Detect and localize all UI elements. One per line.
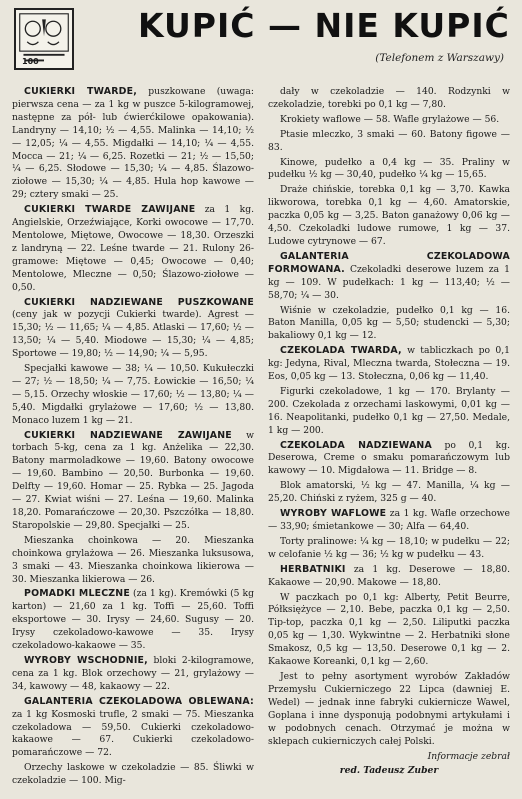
paragraph-text: Blok amatorski, ½ kg — 47. Manilla, ¼ kg — 25,20. Chiński z ryżem, 325 g — 40. <box>268 480 510 505</box>
paragraph-text: za 1 kg Kosmoski trufle, 2 smaki — 75. Mieszanka czekoladowa — 59,50. Cukierki czekoladowo-kakaowe — 67. Cukierki czekoladowo-pomarańczowe — 72. <box>12 708 254 759</box>
section-heading: GALANTERIA CZEKOLADOWA FORMOWANA. <box>268 250 510 275</box>
paragraph <box>268 440 510 479</box>
paragraph-text: za 1 kg. Wafle orzechowe — 33,90; śmietankowe — 30; Alfa — 64,40. <box>268 508 510 532</box>
column-left <box>12 86 254 793</box>
paragraph <box>268 114 510 127</box>
paragraph <box>268 345 510 384</box>
paragraph <box>12 696 254 761</box>
paragraph <box>268 305 510 344</box>
signature-author: red. Tadeusz Zuber <box>339 765 439 777</box>
section-heading: POMADKI MLECZNE <box>24 588 130 600</box>
paragraph <box>268 564 510 590</box>
article-columns <box>12 86 510 793</box>
paragraph <box>268 480 510 506</box>
paragraph-text: bloki 2-kilogramowe, cena za 1 kg. Blok orzechowy — 21, grylażowy — 34, kawowy — 48, kakaowy — 22. <box>12 654 254 692</box>
paragraph-text: Ptasie mleczko, 3 smaki — 60. Batony figowe — 83. <box>268 128 510 153</box>
paragraph-text: za 1 kg. Angielskie, Orzeźwiające, Korki owocowe — 17,70. Mentolowe, Miętowe, Owocowe — 18,30. Orzeszki z landryną — 22. Leśne twarde — 21. Rulony 26-gramowe: Miętowe — 0,45; Owocowe — 0,40; Mentolowe, Mleczne — 0,50; Ślazowo-ziołowe — 0,50. <box>12 204 254 293</box>
column-right-paragraphs <box>268 86 510 748</box>
paragraph-text: dały w czekoladzie — 140. Rodzynki w czekoladzie, torebki po 0,1 kg — 7,80. <box>268 86 510 110</box>
paragraph-text: Torty pralinowe: ¼ kg — 18,10; w pudełku — 22; w celofanie ½ kg — 36; ½ kg w pudełku — 43. <box>268 535 510 560</box>
paragraph-text: Jest to pełny asortyment wyrobów Zakładów Przemysłu Cukierniczego 22 Lipca (dawniej E. Wedel) — jednak inne fabryki cukiernicze Wawel, Goplana i inne dysponują podobnymi artykułami i w podobnych cenach. Otrzymać je można w sklepach cukierniczych całej Polski. <box>268 670 510 747</box>
section-heading: CUKIERKI TWARDE, <box>24 86 137 97</box>
paragraph-text: Kinowe, pudełko a 0,4 kg — 35. Praliny w pudełku ½ kg — 30,40, pudełko ¼ kg — 15,65. <box>268 156 510 181</box>
paragraph-text: Orzechy laskowe w czekoladzie — 85. Śliwki w czekoladzie — 100. Mig- <box>12 762 254 787</box>
paragraph <box>12 297 254 362</box>
page-subtitle: (Telefonem z Warszawy) <box>375 52 504 64</box>
paragraph <box>268 508 510 534</box>
paragraph-text: Wiśnie w czekoladzie, pudełko 0,1 kg — 16. Baton Manilla, 0,05 kg — 5,50; studencki — 5,30; bakaliowy 0,1 kg — 12. <box>268 304 510 342</box>
paragraph-text: Draże chińskie, torebka 0,1 kg — 3,70. Kawka likworowa, torebka 0,1 kg — 4,60. Amatorskie, paczka 0,05 kg — 3,25. Baton ganażowy 0,06 kg — 4,50. Czekoladki ludowe rumowe, 1 kg — 37. Ludowe cytrynowe — 67. <box>268 184 510 247</box>
section-heading: CUKIERKI NADZIEWANE ZAWIJANE <box>24 429 232 441</box>
column-right <box>268 86 510 793</box>
paragraph-text: Mieszanka choinkowa — 20. Mieszanka choinkowa grylażowa — 26. Mieszanka luksusowa, 3 smaki — 43. Mieszanka choinkowa likierowa — 30. Mieszanka likierowa — 26. <box>12 534 254 585</box>
paragraph-text: (ceny jak w pozycji Cukierki twarde). Agrest — 15,30; ½ — 11,65; ¼ — 4,85. Atlaski — 17,60; ½ — 13,50; ¼ — 5,40. Miodowe — 15,30; ¼ — 4,85; Sportowe — 19,80; ½ — 14,90; ¼ — 5,95. <box>12 309 254 360</box>
section-heading: WYROBY WAFLOWE <box>280 508 387 520</box>
paragraph-text: Krokiety waflowe — 58. Wafle grylażowe — 56. <box>280 113 500 125</box>
paragraph <box>268 386 510 438</box>
paragraph-text: po 0,1 kg. Deserowa, Creme o smaku pomarańczowym lub kawowy — 10. Migdałowa — 11. Bridge — 8. <box>268 439 510 477</box>
paragraph <box>12 655 254 694</box>
paragraph <box>268 157 510 183</box>
paragraph <box>12 204 254 294</box>
section-heading: CUKIERKI TWARDE ZAWIJANE <box>24 204 196 216</box>
paragraph-text: W paczkach po 0,1 kg: Alberty, Petit Beurre, Półksiężyce — 2,10. Bebe, paczka 0,1 kg — 2,50. Tip-top, paczka 0,1 kg — 2,50. Liliputki paczka 0,05 kg — 1,30. Wykwintne — 2. Herbatniki słone Smakosz, 0,5 kg — 13,50. Deserowe 0,1 kg — 2. Kakaowe Koreanki, 0,1 kg — 2,60. <box>268 591 510 668</box>
paragraph-text: Czekoladki deserowe luzem za 1 kg — 109. W pudełkach: 1 kg — 113,40; ½ — 58,70; ¼ — 30. <box>268 263 510 301</box>
paragraph <box>12 86 254 202</box>
paragraph <box>12 588 254 653</box>
paragraph-text: w torbach 5-kg, cena za 1 kg. Anżelika — 22,30. Batony marmoladkowe — 19,60. Batony owocowe — 19,60. Bambino — 20,50. Burbonka — 19,60. Delfty — 19,60. Homar — 25. Rybka — 25. Jagoda — 27. Kwiat wiśni — 27. Leśna — 19,60. Malinka 18,20. Pomarańczowe — 20,30. Pszczółka — 18,80. Staropolskie — 29,80. Specjałki — 25. <box>12 429 254 531</box>
paragraph <box>268 184 510 249</box>
section-heading: CUKIERKI NADZIEWANE PUSZKOWANE <box>24 296 254 308</box>
paragraph <box>268 251 510 303</box>
paragraph-text: w tabliczkach po 0,1 kg: Jedyna, Rival, Mleczna twarda, Stołeczna — 19. Eos, 0,05 kg — 13. Stołeczna, 0,06 kg — 11,40. <box>268 345 510 383</box>
logo-number: 100 <box>22 57 39 66</box>
section-heading: CZEKOLADA NADZIEWANA <box>280 439 432 451</box>
paragraph <box>268 129 510 155</box>
paragraph <box>12 430 254 533</box>
paragraph <box>12 762 254 788</box>
paragraph-text: za 1 kg. Deserowe — 18,80. Kakaowe — 20,90. Makowe — 18,80. <box>268 563 510 588</box>
section-heading: CZEKOLADA TWARDA, <box>280 345 402 357</box>
paragraph <box>268 536 510 562</box>
paragraph <box>268 592 510 669</box>
paragraph <box>12 535 254 587</box>
section-heading: WYROBY WSCHODNIE, <box>24 654 148 666</box>
paragraph-text: Figurki czekoladowe, 1 kg — 170. Brylanty — 200. Czekolada z orzechami laskowymi, 0,01 kg — 16. Neapolitanki, pudełko 0,1 kg — 27,50. Medale, 1 kg — 200. <box>268 385 510 436</box>
paragraph-text: puszkowane (uwaga: pierwsza cena — za 1 kg w puszce 5-kilogramowej, następne za pół- lub ćwierćkilowe opakowania). Landryny — 14,10; ½ — 4,55. Malinka — 14,10; ½ — 12,05; ¼ — 4,55. Migdałki — 14,10; ¼ — 4,55. Mocca — 21; ¼ — 6,25. Rozetki — 21; ½ — 15,50; ¼ — 6,25. Słodowe — 15,30; ¼ — 4,85. Ślazowo-ziołowe — 15,30; ¼ — 4,85. Hula hop kawowe — 29; cztery smaki — 25. <box>12 86 254 201</box>
signature-line: Informacje zebrał <box>427 751 510 763</box>
paragraph-text: (za 1 kg). Kremówki (5 kg karton) — 21,60 za 1 kg. Toffi — 25,60. Toffi eksportowe — 30. Irysy — 24,60. Sugusy — 20. Irysy czekoladowo-kawowe — 35. Irysy czekoladowo-kakaowe — 35. <box>12 588 254 652</box>
section-heading: HERBATNIKI <box>280 563 346 575</box>
paragraph-text: Specjałki kawowe — 38; ¼ — 10,50. Kukułeczki — 27; ½ — 18,50; ¼ — 7,75. Łowickie — 16,50; ¼ — 5,15. Orzechy włoskie — 17,60; ½ — 13,80; ¼ — 5,40. Migdałki grylażowe — 17,60; ½ — 13,80. Monaco luzem 1 kg — 21. <box>12 363 254 426</box>
cartoon-logo-icon <box>14 8 74 70</box>
paragraph <box>12 363 254 428</box>
page-title: KUPIĆ — NIE KUPIĆ <box>138 6 510 45</box>
paragraph <box>268 86 510 112</box>
paragraph <box>268 671 510 748</box>
section-heading: GALANTERIA CZEKOLADOWA OBLEWANA: <box>24 695 254 707</box>
header <box>6 4 516 74</box>
